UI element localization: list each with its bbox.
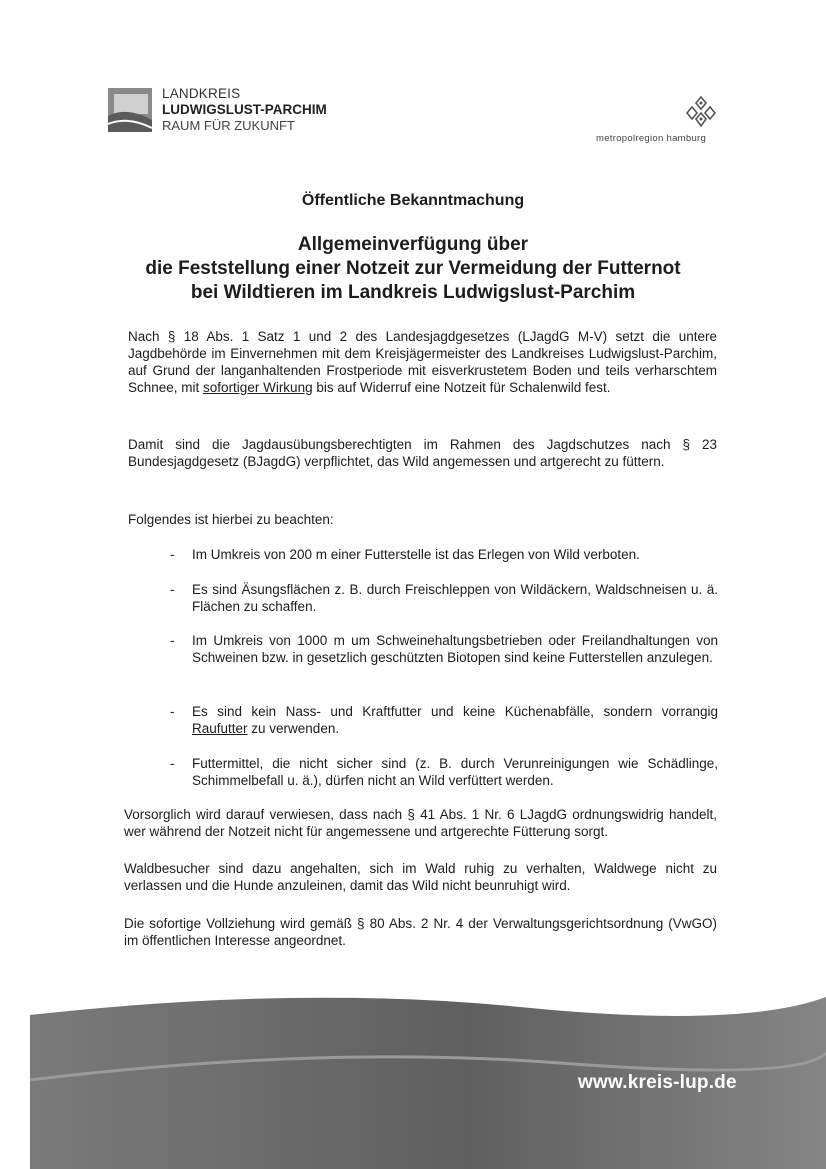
bullet4-underlined: Raufutter bbox=[192, 721, 248, 736]
list-item bbox=[170, 755, 720, 791]
list-dash: - bbox=[170, 756, 175, 771]
paragraph-offence-note: Vorsorglich wird darauf verwiesen, dass nach § 41 Abs. 1 Nr. 6 LJagdG ordnungswidrig handelt, wer während der Notzeit nicht für angemessene und artgerechte Fütterung sorgt. bbox=[124, 807, 717, 839]
title-line-3: bei Wildtieren im Landkreis Ludwigslust-Parchim bbox=[190, 282, 636, 303]
bullet4-text-after: zu verwenden. bbox=[247, 721, 340, 736]
list-item bbox=[170, 581, 720, 617]
list-item bbox=[170, 703, 720, 739]
logo-line-slogan: RAUM FÜR ZUKUNFT bbox=[162, 118, 295, 133]
title-line-1: Allgemeinverfügung über bbox=[297, 234, 529, 255]
list-dash: - bbox=[170, 704, 175, 719]
list-item bbox=[170, 546, 720, 566]
metropolregion-text: metropolregion hamburg bbox=[596, 133, 707, 144]
list-item-text bbox=[192, 703, 718, 737]
list-item bbox=[170, 632, 720, 684]
district-logo bbox=[106, 86, 346, 138]
list-intro: Folgendes ist hierbei zu beachten: bbox=[128, 512, 334, 527]
list-dash: - bbox=[170, 582, 175, 597]
document-title bbox=[0, 233, 826, 305]
paragraph-forest-visitors: Waldbesucher sind dazu angehalten, sich im Wald ruhig zu verhalten, Waldwege nicht zu verlassen und die Hunde anzuleinen, damit das Wild nicht beunruhigt wird. bbox=[124, 861, 717, 893]
paragraph1-text-before: Nach § 18 Abs. 1 Satz 1 und 2 des Landesjagdgesetzes (LJagdG M-V) setzt die untere Jagdbehörde im Einvernehmen mit dem Kreisjägermeister des Landkreises Ludwigslust-Parchim, auf Grund der langanhaltenden Frostperiode mit eisverkrustetem Boden und teils verharschtem Schnee, mit bbox=[128, 329, 717, 395]
list-item-text: Es sind Äsungsflächen z. B. durch Freischleppen von Wildäckern, Waldschneisen u. ä. Flächen zu schaffen. bbox=[192, 582, 718, 614]
list-item-text: Futtermittel, die nicht sicher sind (z. B. durch Verunreinigungen wie Schädlinge, Schimmelbefall u. ä.), dürfen nicht an Wild verfüttert werden. bbox=[192, 756, 718, 788]
paragraph-immediate-enforcement: Die sofortige Vollziehung wird gemäß § 80 Abs. 2 Nr. 4 der Verwaltungsgerichtsordnung (VwGO) im öffentlichen Interesse angeordnet. bbox=[124, 916, 717, 948]
list-item-text: Im Umkreis von 200 m einer Futterstelle ist das Erlegen von Wild verboten. bbox=[192, 547, 640, 562]
metropolregion-emblem-icon bbox=[684, 95, 718, 129]
paragraph1-underlined: sofortiger Wirkung bbox=[203, 380, 313, 395]
district-logo-mark-icon bbox=[106, 86, 156, 134]
list-dash: - bbox=[170, 633, 175, 648]
logo-line-district-name: LUDWIGSLUST-PARCHIM bbox=[162, 102, 327, 117]
list-item-text: Im Umkreis von 1000 m um Schweinehaltungsbetrieben oder Freilandhaltungen von Schweinen bzw. in gesetzlich geschützten Biotopen sind keine Futterstellen anzulegen. bbox=[192, 633, 718, 665]
logo-line-landkreis: LANDKREIS bbox=[162, 86, 241, 101]
footer-website-url: www.kreis-lup.de bbox=[578, 1072, 737, 1093]
title-line-2: die Feststellung einer Notzeit zur Vermeidung der Futternot bbox=[145, 258, 681, 279]
paragraph1-text-after: bis auf Widerruf eine Notzeit für Schalenwild fest. bbox=[312, 380, 611, 395]
bullet4-text-before: Es sind kein Nass- und Kraftfutter und keine Küchenabfälle, sondern vorrangig bbox=[192, 704, 718, 719]
paragraph-feeding-duty: Damit sind die Jagdausübungsberechtigten im Rahmen des Jagdschutzes nach § 23 Bundesjagdgesetz (BJagdG) verpflichtet, das Wild angemessen und artgerecht zu füttern. bbox=[128, 437, 717, 469]
list-dash: - bbox=[170, 547, 175, 562]
paragraph-notzeit-decision bbox=[128, 328, 717, 396]
metropolregion-logo bbox=[596, 95, 736, 145]
notice-heading: Öffentliche Bekanntmachung bbox=[301, 192, 525, 209]
